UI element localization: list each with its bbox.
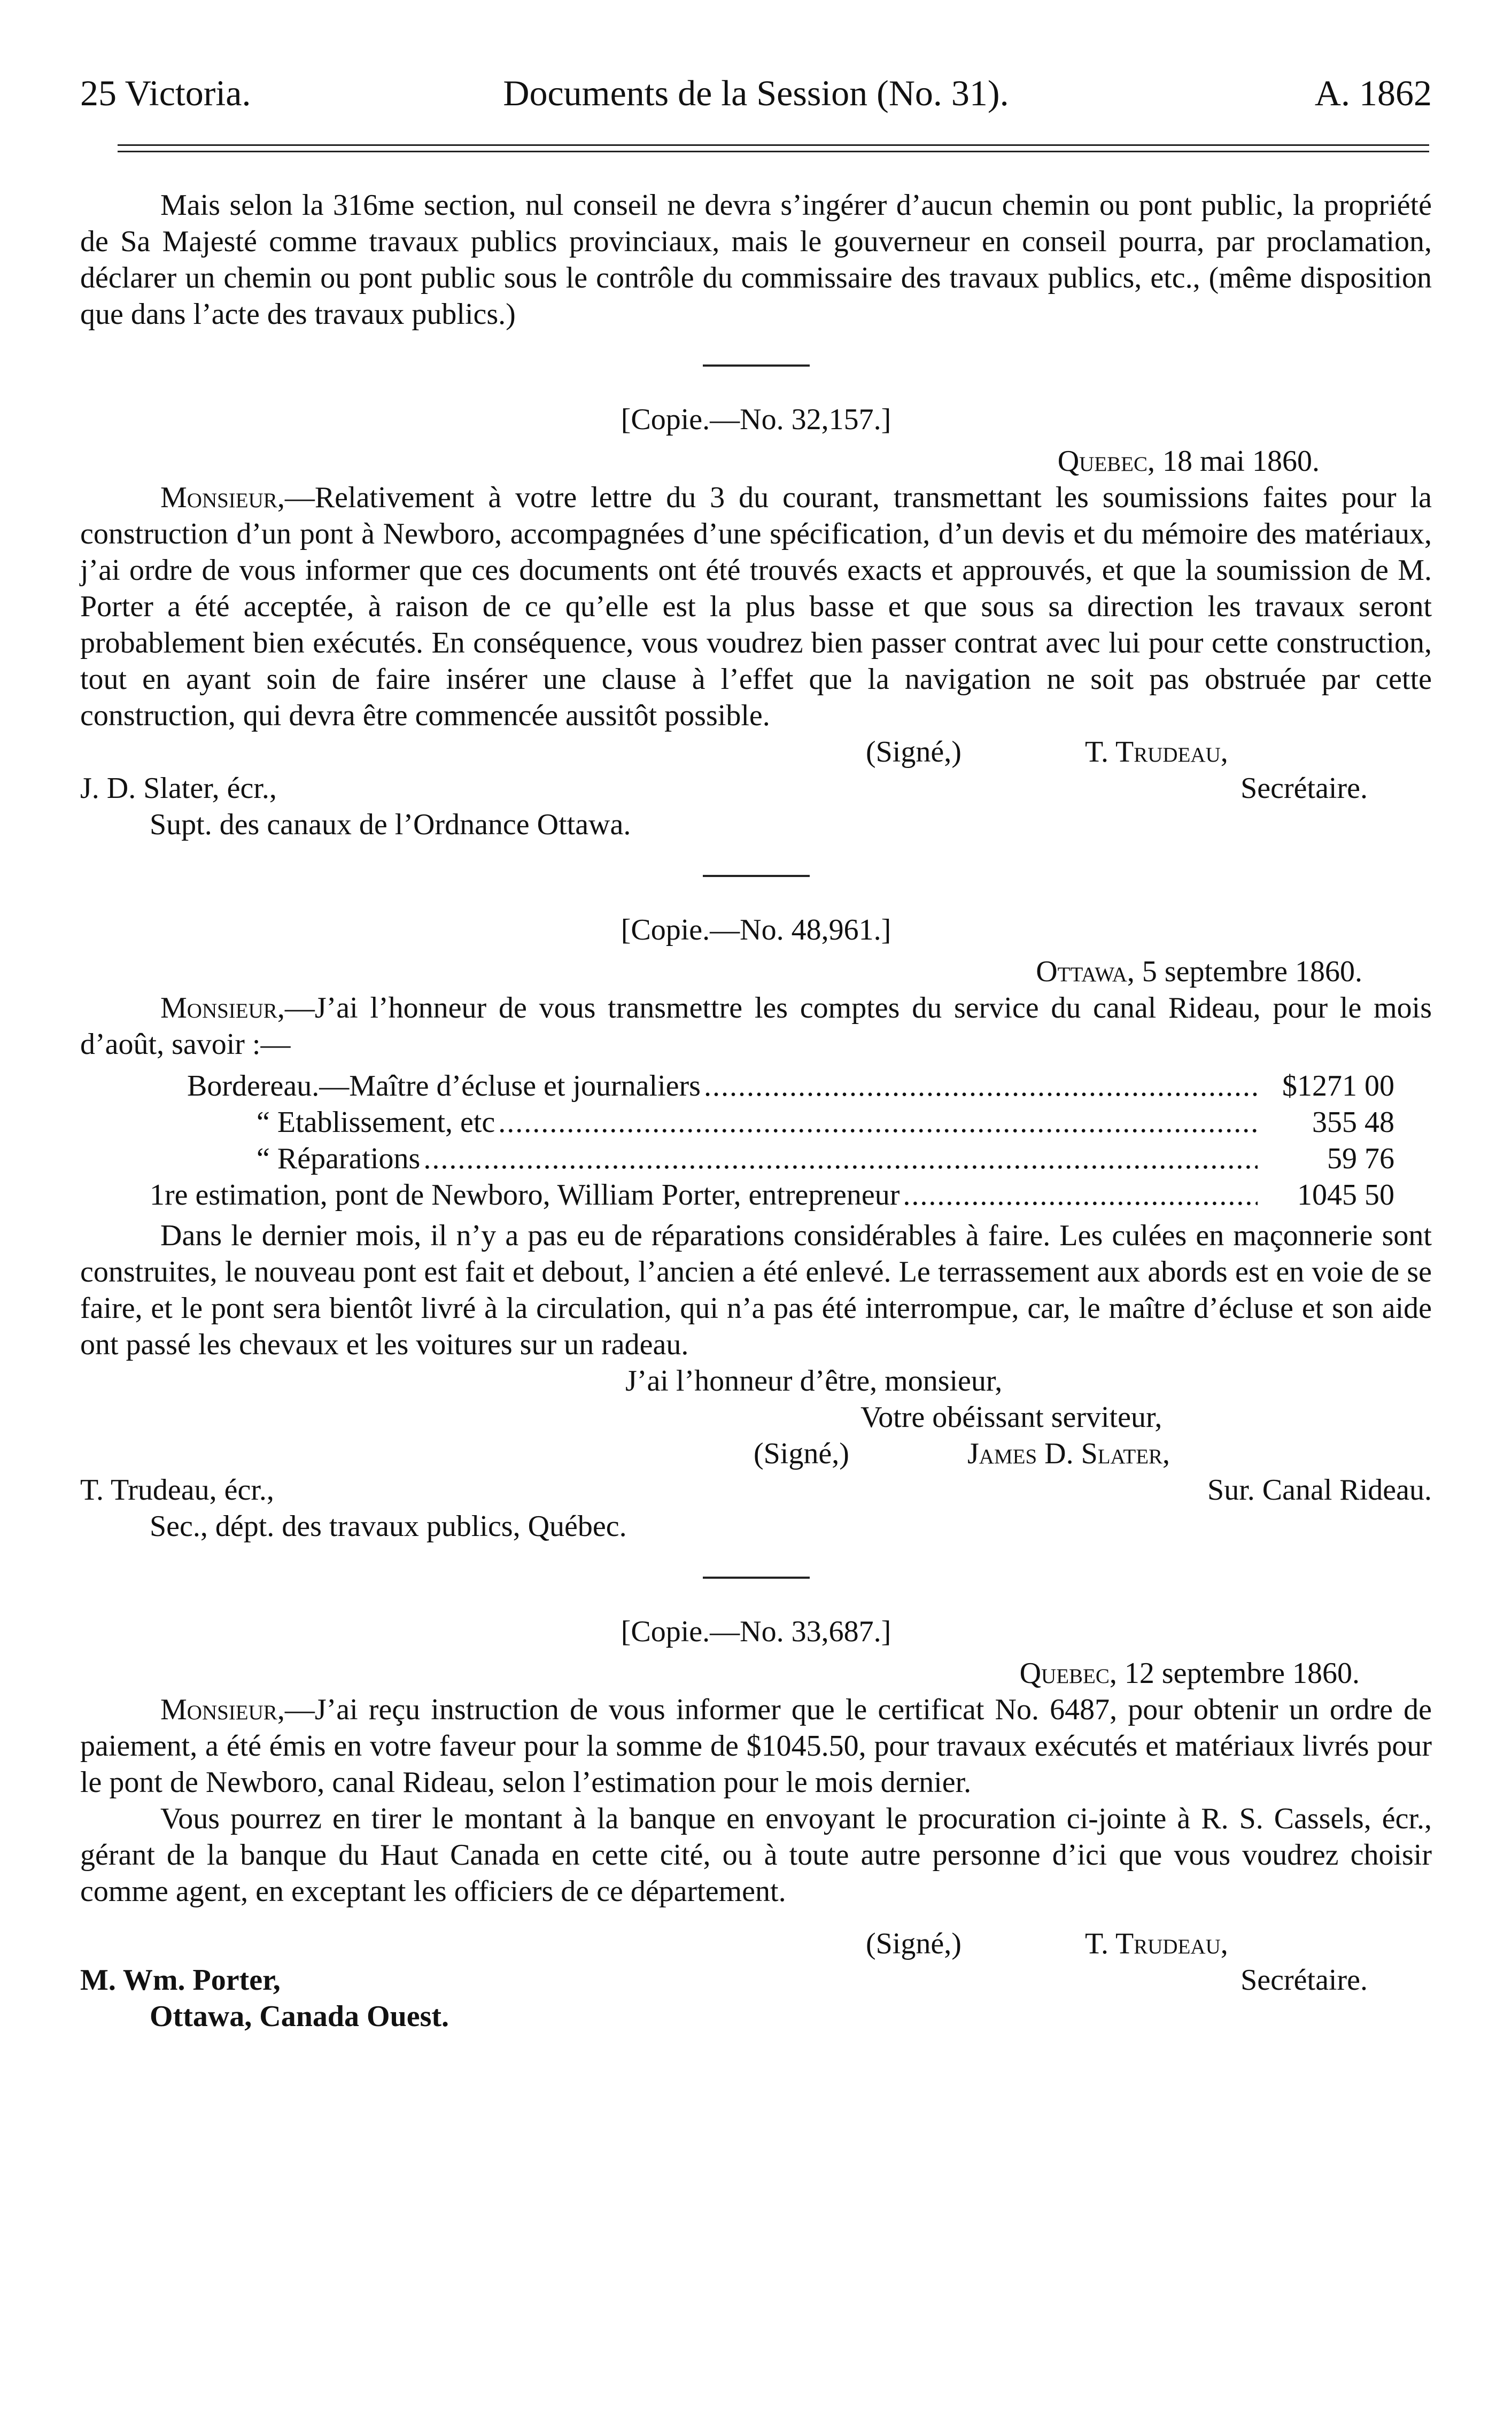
letter-text: ,—J’ai l’honneur de vous transmettre les comptes du service du canal Rideau, pour le mois d’août, savoir :— bbox=[80, 991, 1432, 1061]
letter-body bbox=[80, 990, 1432, 1062]
account-label: 1re estimation, pont de Newboro, William Porter, entrepreneur bbox=[150, 1178, 900, 1212]
letter-body bbox=[80, 479, 1432, 734]
closing-line-1: J’ai l’honneur d’être, monsieur, bbox=[625, 1364, 1003, 1398]
recipient-line bbox=[80, 1962, 1432, 1998]
letter-place: Quebec bbox=[1019, 1657, 1110, 1690]
leader-dots bbox=[423, 1140, 1258, 1177]
recipient-name: M. Wm. Porter, bbox=[80, 1964, 281, 1997]
recipient-place: Ottawa, Canada Ouest. bbox=[150, 2000, 449, 2033]
separator-rule bbox=[703, 364, 810, 367]
signer-title: Secrétaire. bbox=[1240, 1964, 1368, 1997]
recipient-line bbox=[80, 1472, 1432, 1508]
account-row bbox=[187, 1068, 1394, 1104]
account-label: “ Etablissement, etc bbox=[257, 1106, 495, 1139]
letter-dateline bbox=[80, 443, 1432, 479]
signer-name: T. Trudeau, bbox=[1085, 1927, 1228, 1960]
recipient-title: Supt. des canaux de l’Ordnance Ottawa. bbox=[150, 808, 631, 841]
account-row bbox=[150, 1177, 1394, 1213]
separator-rule bbox=[703, 1577, 810, 1579]
letter-place: Quebec bbox=[1057, 445, 1148, 478]
signe-label: (Signé,) bbox=[754, 1437, 849, 1470]
letter-body-2: Dans le dernier mois, il n’y a pas eu de réparations considérables à faire. Les culées en maçonnerie sont construites, le nouveau pont est fait et debout, l’ancien a été enlevé. Le terrassement aux abords est en voie de se faire, et le pont sera bientôt livré à la circulation, qui n’a pas été interrompue, car, le maître d’écluse et son aide ont passé les chevaux et les voitures sur un radeau. bbox=[80, 1219, 1432, 1361]
accounts-table bbox=[80, 1068, 1432, 1213]
account-row bbox=[187, 1104, 1394, 1140]
signer-title: Sur. Canal Rideau. bbox=[1207, 1473, 1432, 1507]
letter-date: , 18 mai 1860. bbox=[1147, 445, 1320, 478]
signer-name: T. Trudeau, bbox=[1085, 735, 1228, 769]
salutation: Monsieur bbox=[160, 991, 277, 1025]
letter-text: ,—J’ai reçu instruction de vous informer que le certificat No. 6487, pour obtenir un ordre de paiement, a été émis en votre faveur pour la somme de $1045.50, pour travaux exécutés et matériaux livrés pour le pont de Newboro, canal Rideau, selon l’estimation pour le mois dernier. bbox=[80, 1693, 1432, 1799]
account-amount: 355 48 bbox=[1312, 1106, 1394, 1139]
letter-body bbox=[80, 1692, 1432, 1801]
account-label: Bordereau.—Maître d’écluse et journaliers bbox=[187, 1069, 701, 1103]
copy-reference: [Copie.—No. 33,687.] bbox=[621, 1615, 891, 1648]
letter-3 bbox=[80, 1613, 1432, 2035]
header-rule bbox=[118, 144, 1429, 152]
intro-paragraph: Mais selon la 316me section, nul conseil ne devra s’ingérer d’aucun chemin ou pont public, la propriété de Sa Majesté comme travaux publics provinciaux, mais le gouverneur en conseil pourra, par proclamation, déclarer un chemin ou pont public sous le contrôle du commissaire des travaux publics, etc., (même disposition que dans l’acte des travaux publics.) bbox=[80, 189, 1432, 331]
leader-dots bbox=[704, 1068, 1258, 1104]
letter-dateline bbox=[80, 953, 1432, 990]
letter-place: Ottawa bbox=[1036, 955, 1127, 988]
header-title: Documents de la Session (No. 31). bbox=[503, 73, 1009, 113]
recipient-name: J. D. Slater, écr., bbox=[80, 772, 277, 805]
letter-body-2: Vous pourrez en tirer le montant à la banque en envoyant le procuration ci-jointe à R. S. Cassels, écr., gérant de la banque du Haut Canada en cette cité, ou à toute autre personne d’ici que vous voudrez choisir comme agent, en exceptant les officiers de ce département. bbox=[80, 1802, 1432, 1908]
document-body bbox=[80, 187, 1432, 2035]
letter-date: , 12 septembre 1860. bbox=[1109, 1657, 1360, 1690]
account-amount: $1271 00 bbox=[1282, 1069, 1394, 1103]
signature-line bbox=[80, 1926, 1432, 1962]
leader-dots bbox=[903, 1177, 1258, 1213]
copy-reference: [Copie.—No. 32,157.] bbox=[621, 403, 891, 436]
header-left: 25 Victoria. bbox=[80, 73, 251, 113]
account-row bbox=[187, 1140, 1394, 1177]
account-amount: 59 76 bbox=[1327, 1142, 1394, 1175]
account-label: “ Réparations bbox=[257, 1142, 421, 1175]
leader-dots bbox=[498, 1104, 1258, 1140]
signer-title: Secrétaire. bbox=[1240, 772, 1368, 805]
letter-1 bbox=[80, 401, 1432, 843]
salutation: Monsieur bbox=[160, 481, 277, 514]
letter-dateline bbox=[80, 1655, 1432, 1692]
closing-block bbox=[80, 1363, 1432, 1436]
recipient-name: T. Trudeau, écr., bbox=[80, 1473, 274, 1507]
signature-line bbox=[80, 734, 1432, 770]
letter-2 bbox=[80, 912, 1432, 1545]
recipient-line bbox=[80, 770, 1432, 806]
salutation: Monsieur bbox=[160, 1693, 277, 1726]
signe-label: (Signé,) bbox=[866, 1927, 962, 1960]
signe-label: (Signé,) bbox=[866, 735, 962, 769]
closing-line-2: Votre obéissant serviteur, bbox=[860, 1401, 1162, 1434]
separator-rule bbox=[703, 875, 810, 877]
signer-name: James D. Slater, bbox=[967, 1437, 1170, 1470]
header-right: A. 1862 bbox=[1314, 73, 1432, 113]
letter-date: , 5 septembre 1860. bbox=[1127, 955, 1362, 988]
letter-text: ,—Relativement à votre lettre du 3 du courant, transmettant les soumissions faites pour la construction d’un pont à Newboro, accompagnées d’une spécification, d’un devis et du mémoire des matériaux, j’ai ordre de vous informer que ces documents ont été trouvés exacts et approuvés, et que la soumission de M. Porter a été acceptée, à raison de ce qu’elle est la plus basse et que sous sa direction les travaux seront probablement bien exécutés. En conséquence, vous voudrez bien passer contrat avec lui pour cette construction, tout en ayant soin de faire insérer une clause à l’effet que la navigation ne soit pas obstruée par cette construction, qui devra être commencée aussitôt possible. bbox=[80, 481, 1432, 732]
page-header bbox=[80, 72, 1432, 126]
copy-reference: [Copie.—No. 48,961.] bbox=[621, 913, 891, 946]
signature-line bbox=[80, 1436, 1432, 1472]
account-amount: 1045 50 bbox=[1297, 1178, 1394, 1212]
recipient-title: Sec., dépt. des travaux publics, Québec. bbox=[150, 1510, 627, 1543]
